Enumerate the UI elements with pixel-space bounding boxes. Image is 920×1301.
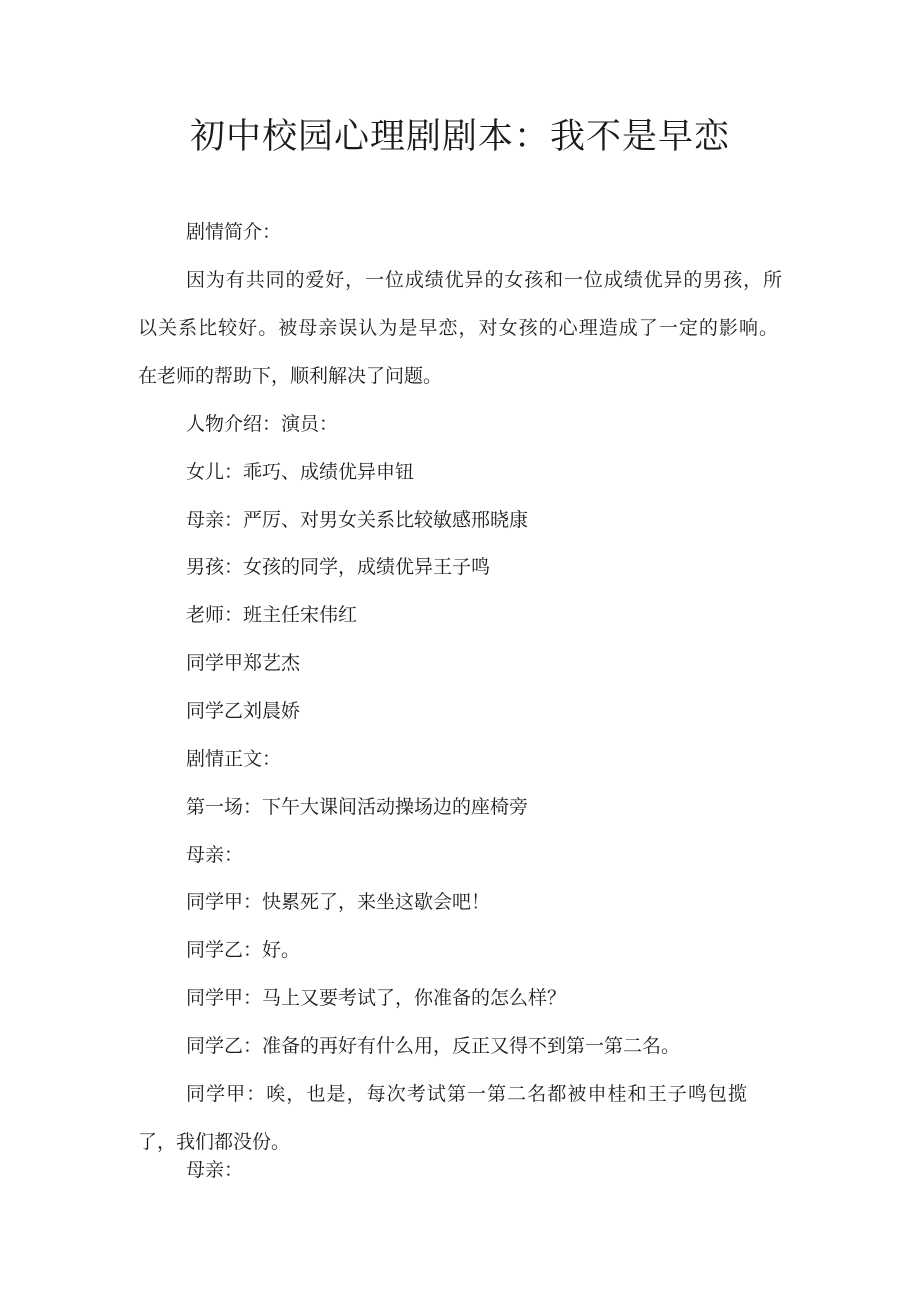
scene-heading: 第一场：下午大课间活动操场边的座椅旁 <box>186 796 529 818</box>
synopsis-line-1: 因为有共同的爱好，一位成绩优异的女孩和一位成绩优异的男孩，所 <box>186 269 782 291</box>
synopsis-line-3: 在老师的帮助下，顺利解决了问题。 <box>138 365 443 387</box>
cast-label: 人物介绍：演员： <box>186 413 339 435</box>
cast-item-teacher: 老师：班主任宋伟红 <box>186 604 358 626</box>
dialogue-line-1: 母亲： <box>186 844 244 866</box>
dialogue-line-5: 同学乙：准备的再好有什么用，反正又得不到第一第二名。 <box>186 1035 681 1057</box>
body-label: 剧情正文： <box>186 748 282 770</box>
synopsis-label: 剧情简介： <box>186 221 282 243</box>
dialogue-line-4: 同学甲：马上又要考试了，你准备的怎么样？ <box>186 987 567 1009</box>
dialogue-line-7: 母亲： <box>186 1159 244 1181</box>
dialogue-line-2: 同学甲：快累死了，来坐这歇会吧！ <box>186 891 491 913</box>
cast-item-mother: 母亲：严厉、对男女关系比较敏感邢晓康 <box>186 509 529 531</box>
cast-item-boy: 男孩：女孩的同学，成绩优异王子鸣 <box>186 556 491 578</box>
dialogue-line-6: 同学甲：唉，也是，每次考试第一第二名都被申桂和王子鸣包揽 <box>186 1083 747 1105</box>
document-title: 初中校园心理剧剧本：我不是早恋 <box>189 117 730 157</box>
dialogue-line-6-continued: 了，我们都没份。 <box>138 1131 291 1153</box>
cast-item-daughter: 女儿：乖巧、成绩优异申钮 <box>186 461 415 483</box>
cast-item-classmate-a: 同学甲郑艺杰 <box>186 652 301 674</box>
synopsis-line-2: 以关系比较好。被母亲误认为是早恋，对女孩的心理造成了一定的影响。 <box>138 317 778 339</box>
cast-item-classmate-b: 同学乙刘晨娇 <box>186 700 301 722</box>
dialogue-line-3: 同学乙：好。 <box>186 939 301 961</box>
